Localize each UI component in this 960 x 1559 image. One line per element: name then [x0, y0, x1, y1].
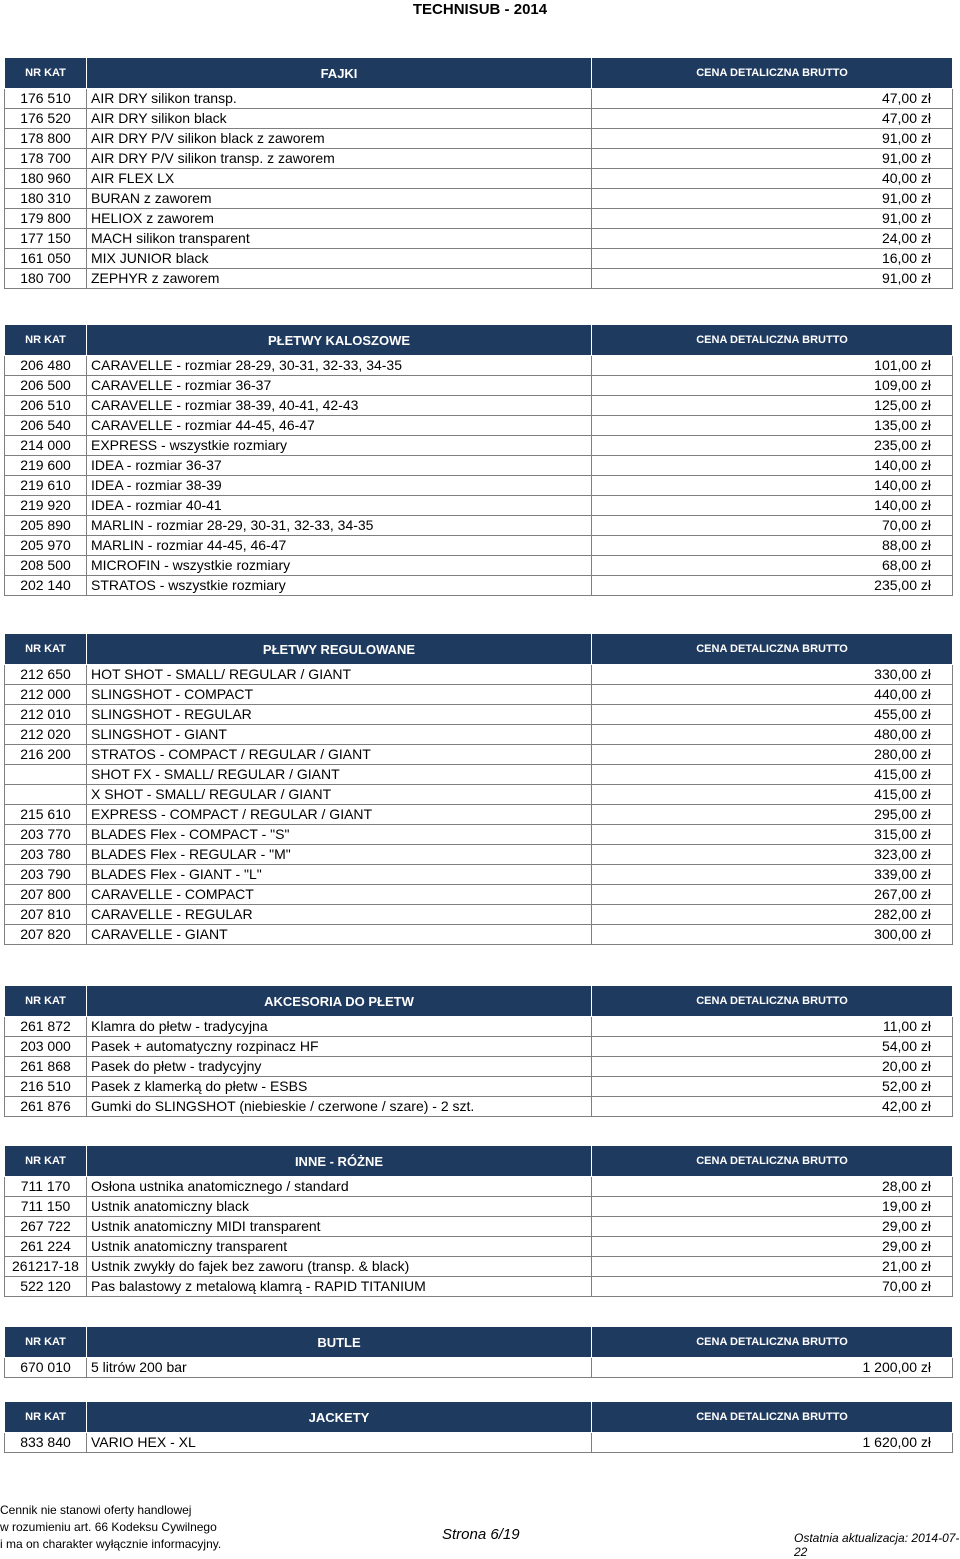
product-name: ZEPHYR z zaworem [87, 269, 592, 289]
page-number: Strona 6/19 [442, 1526, 520, 1543]
product-name: AIR DRY silikon transp. [87, 89, 592, 109]
product-price: 91,00 zł [592, 149, 953, 169]
product-price: 140,00 zł [592, 476, 953, 496]
product-name: Klamra do płetw - tradycyjna [87, 1017, 592, 1037]
price-section [4, 57, 952, 289]
product-price: 29,00 zł [592, 1237, 953, 1257]
table-row [5, 169, 953, 189]
catalog-number: 214 000 [5, 436, 87, 456]
table-header-row [5, 986, 953, 1017]
catalog-number: 205 890 [5, 516, 87, 536]
table-row [5, 925, 953, 945]
product-price: 280,00 zł [592, 745, 953, 765]
product-name: Ustnik anatomiczny MIDI transparent [87, 1217, 592, 1237]
catalog-number: 711 170 [5, 1177, 87, 1197]
column-header-nr-kat: NR KAT [5, 1146, 87, 1177]
product-name: Gumki do SLINGSHOT (niebieskie / czerwone / szare) - 2 szt. [87, 1097, 592, 1117]
catalog-number: 178 700 [5, 149, 87, 169]
price-section [4, 985, 952, 1117]
table-row [5, 189, 953, 209]
product-price: 70,00 zł [592, 1277, 953, 1297]
table-row [5, 396, 953, 416]
table-header-row [5, 58, 953, 89]
product-price: 16,00 zł [592, 249, 953, 269]
table-row [5, 456, 953, 476]
footer-disclaimer-line: Cennik nie stanowi oferty handlowej [0, 1503, 192, 1517]
product-name: Pasek + automatyczny rozpinacz HF [87, 1037, 592, 1057]
table-row [5, 785, 953, 805]
product-name: X SHOT - SMALL/ REGULAR / GIANT [87, 785, 592, 805]
product-name: HOT SHOT - SMALL/ REGULAR / GIANT [87, 665, 592, 685]
table-row [5, 1097, 953, 1117]
product-name: Ustnik anatomiczny black [87, 1197, 592, 1217]
product-price: 480,00 zł [592, 725, 953, 745]
catalog-number: 208 500 [5, 556, 87, 576]
table-row [5, 89, 953, 109]
product-price: 267,00 zł [592, 885, 953, 905]
price-table [4, 633, 953, 945]
product-name: AIR DRY silikon black [87, 109, 592, 129]
table-row [5, 249, 953, 269]
product-name: CARAVELLE - COMPACT [87, 885, 592, 905]
table-row [5, 356, 953, 376]
last-updated: Ostatnia aktualizacja: 2014-07-22 [794, 1531, 960, 1559]
product-price: 21,00 zł [592, 1257, 953, 1277]
product-price: 47,00 zł [592, 89, 953, 109]
catalog-number: 216 510 [5, 1077, 87, 1097]
table-row [5, 1237, 953, 1257]
table-row [5, 1017, 953, 1037]
catalog-number: 212 020 [5, 725, 87, 745]
product-price: 91,00 zł [592, 269, 953, 289]
product-name: CARAVELLE - rozmiar 44-45, 46-47 [87, 416, 592, 436]
table-header-row [5, 1146, 953, 1177]
product-price: 68,00 zł [592, 556, 953, 576]
product-price: 440,00 zł [592, 685, 953, 705]
catalog-number: 711 150 [5, 1197, 87, 1217]
table-row [5, 436, 953, 456]
table-row [5, 665, 953, 685]
section-title: PŁETWY KALOSZOWE [87, 325, 592, 356]
product-price: 40,00 zł [592, 169, 953, 189]
product-name: Ustnik anatomiczny transparent [87, 1237, 592, 1257]
product-name: Pas balastowy z metalową klamrą - RAPID TITANIUM [87, 1277, 592, 1297]
table-header-row [5, 1327, 953, 1358]
product-price: 125,00 zł [592, 396, 953, 416]
product-price: 91,00 zł [592, 189, 953, 209]
product-price: 52,00 zł [592, 1077, 953, 1097]
section-title: FAJKI [87, 58, 592, 89]
product-price: 415,00 zł [592, 785, 953, 805]
catalog-number: 261 876 [5, 1097, 87, 1117]
column-header-nr-kat: NR KAT [5, 325, 87, 356]
product-name: SLINGSHOT - COMPACT [87, 685, 592, 705]
table-row [5, 865, 953, 885]
table-row [5, 556, 953, 576]
product-name: Osłona ustnika anatomicznego / standard [87, 1177, 592, 1197]
product-name: Pasek do płetw - tradycyjny [87, 1057, 592, 1077]
product-price: 24,00 zł [592, 229, 953, 249]
table-row [5, 905, 953, 925]
catalog-number: 180 700 [5, 269, 87, 289]
product-name: EXPRESS - wszystkie rozmiary [87, 436, 592, 456]
column-header-nr-kat: NR KAT [5, 1327, 87, 1358]
product-price: 54,00 zł [592, 1037, 953, 1057]
table-row [5, 825, 953, 845]
product-name: HELIOX z zaworem [87, 209, 592, 229]
product-name: AIR DRY P/V silikon black z zaworem [87, 129, 592, 149]
catalog-number: 161 050 [5, 249, 87, 269]
column-header-price: CENA DETALICZNA BRUTTO [592, 325, 953, 356]
product-name: AIR DRY P/V silikon transp. z zaworem [87, 149, 592, 169]
product-name: CARAVELLE - REGULAR [87, 905, 592, 925]
product-name: AIR FLEX LX [87, 169, 592, 189]
product-price: 1 620,00 zł [592, 1433, 953, 1453]
section-title: BUTLE [87, 1327, 592, 1358]
table-row [5, 1177, 953, 1197]
product-name: IDEA - rozmiar 38-39 [87, 476, 592, 496]
product-name: BLADES Flex - GIANT - "L" [87, 865, 592, 885]
catalog-number: 180 960 [5, 169, 87, 189]
table-row [5, 496, 953, 516]
catalog-number: 219 920 [5, 496, 87, 516]
table-row [5, 376, 953, 396]
catalog-number: 203 780 [5, 845, 87, 865]
table-row [5, 1217, 953, 1237]
product-name: MICROFIN - wszystkie rozmiary [87, 556, 592, 576]
table-row [5, 885, 953, 905]
product-name: MARLIN - rozmiar 28-29, 30-31, 32-33, 34-35 [87, 516, 592, 536]
table-header-row [5, 1402, 953, 1433]
product-price: 101,00 zł [592, 356, 953, 376]
catalog-number: 178 800 [5, 129, 87, 149]
product-price: 70,00 zł [592, 516, 953, 536]
product-price: 20,00 zł [592, 1057, 953, 1077]
catalog-number: 216 200 [5, 745, 87, 765]
column-header-nr-kat: NR KAT [5, 1402, 87, 1433]
catalog-number: 206 500 [5, 376, 87, 396]
product-price: 11,00 zł [592, 1017, 953, 1037]
product-name: EXPRESS - COMPACT / REGULAR / GIANT [87, 805, 592, 825]
product-price: 140,00 zł [592, 496, 953, 516]
catalog-number [5, 785, 87, 805]
table-row [5, 536, 953, 556]
page-title: TECHNISUB - 2014 [412, 1, 548, 18]
table-row [5, 416, 953, 436]
catalog-number: 203 790 [5, 865, 87, 885]
column-header-nr-kat: NR KAT [5, 986, 87, 1017]
footer-disclaimer-line: w rozumieniu art. 66 Kodeksu Cywilnego [0, 1520, 217, 1534]
product-name: Pasek z klamerką do płetw - ESBS [87, 1077, 592, 1097]
product-price: 235,00 zł [592, 576, 953, 596]
product-price: 47,00 zł [592, 109, 953, 129]
product-price: 109,00 zł [592, 376, 953, 396]
table-row [5, 1077, 953, 1097]
table-row [5, 725, 953, 745]
product-name: SHOT FX - SMALL/ REGULAR / GIANT [87, 765, 592, 785]
catalog-number: 219 600 [5, 456, 87, 476]
table-row [5, 745, 953, 765]
table-row [5, 1433, 953, 1453]
product-price: 323,00 zł [592, 845, 953, 865]
catalog-number: 206 480 [5, 356, 87, 376]
product-price: 300,00 zł [592, 925, 953, 945]
catalog-number: 261 224 [5, 1237, 87, 1257]
table-row [5, 845, 953, 865]
table-row [5, 705, 953, 725]
product-price: 1 200,00 zł [592, 1358, 953, 1378]
catalog-number: 202 140 [5, 576, 87, 596]
column-header-nr-kat: NR KAT [5, 58, 87, 89]
catalog-number [5, 765, 87, 785]
product-name: CARAVELLE - rozmiar 36-37 [87, 376, 592, 396]
product-name: MACH silikon transparent [87, 229, 592, 249]
product-name: STRATOS - wszystkie rozmiary [87, 576, 592, 596]
table-row [5, 805, 953, 825]
catalog-number: 261 868 [5, 1057, 87, 1077]
table-row [5, 209, 953, 229]
section-title: AKCESORIA DO PŁETW [87, 986, 592, 1017]
product-name: IDEA - rozmiar 36-37 [87, 456, 592, 476]
price-section [4, 633, 952, 945]
table-row [5, 765, 953, 785]
product-price: 415,00 zł [592, 765, 953, 785]
product-price: 88,00 zł [592, 536, 953, 556]
catalog-number: 203 770 [5, 825, 87, 845]
price-section [4, 1401, 952, 1453]
product-price: 19,00 zł [592, 1197, 953, 1217]
table-row [5, 516, 953, 536]
section-title: PŁETWY REGULOWANE [87, 634, 592, 665]
catalog-number: 207 820 [5, 925, 87, 945]
column-header-price: CENA DETALICZNA BRUTTO [592, 1327, 953, 1358]
price-table [4, 1145, 953, 1297]
table-row [5, 576, 953, 596]
product-name: BLADES Flex - REGULAR - "M" [87, 845, 592, 865]
table-row [5, 1257, 953, 1277]
column-header-price: CENA DETALICZNA BRUTTO [592, 1146, 953, 1177]
price-table [4, 1326, 953, 1378]
catalog-number: 176 520 [5, 109, 87, 129]
column-header-price: CENA DETALICZNA BRUTTO [592, 1402, 953, 1433]
product-name: CARAVELLE - rozmiar 28-29, 30-31, 32-33, 34-35 [87, 356, 592, 376]
product-price: 28,00 zł [592, 1177, 953, 1197]
table-row [5, 269, 953, 289]
catalog-number: 207 800 [5, 885, 87, 905]
table-header-row [5, 325, 953, 356]
catalog-number: 261217-18 [5, 1257, 87, 1277]
table-row [5, 129, 953, 149]
column-header-price: CENA DETALICZNA BRUTTO [592, 634, 953, 665]
footer-disclaimer-line: i ma on charakter wyłącznie informacyjny. [0, 1537, 222, 1551]
product-name: SLINGSHOT - REGULAR [87, 705, 592, 725]
catalog-number: 179 800 [5, 209, 87, 229]
table-row [5, 476, 953, 496]
product-price: 315,00 zł [592, 825, 953, 845]
catalog-number: 212 000 [5, 685, 87, 705]
catalog-number: 522 120 [5, 1277, 87, 1297]
section-title: INNE - RÓŻNE [87, 1146, 592, 1177]
price-table [4, 985, 953, 1117]
catalog-number: 212 650 [5, 665, 87, 685]
product-name: BURAN z zaworem [87, 189, 592, 209]
table-row [5, 1358, 953, 1378]
product-name: BLADES Flex - COMPACT - "S" [87, 825, 592, 845]
product-name: VARIO HEX - XL [87, 1433, 592, 1453]
catalog-number: 212 010 [5, 705, 87, 725]
table-row [5, 109, 953, 129]
catalog-number: 206 540 [5, 416, 87, 436]
catalog-number: 207 810 [5, 905, 87, 925]
product-name: STRATOS - COMPACT / REGULAR / GIANT [87, 745, 592, 765]
price-section [4, 1145, 952, 1297]
table-row [5, 1277, 953, 1297]
product-price: 295,00 zł [592, 805, 953, 825]
table-row [5, 1037, 953, 1057]
product-price: 330,00 zł [592, 665, 953, 685]
price-section [4, 1326, 952, 1378]
catalog-number: 215 610 [5, 805, 87, 825]
product-price: 135,00 zł [592, 416, 953, 436]
catalog-number: 833 840 [5, 1433, 87, 1453]
product-price: 91,00 zł [592, 129, 953, 149]
catalog-number: 219 610 [5, 476, 87, 496]
catalog-number: 180 310 [5, 189, 87, 209]
column-header-price: CENA DETALICZNA BRUTTO [592, 58, 953, 89]
table-row [5, 1057, 953, 1077]
product-name: SLINGSHOT - GIANT [87, 725, 592, 745]
product-price: 91,00 zł [592, 209, 953, 229]
catalog-number: 203 000 [5, 1037, 87, 1057]
product-price: 282,00 zł [592, 905, 953, 925]
product-price: 235,00 zł [592, 436, 953, 456]
column-header-nr-kat: NR KAT [5, 634, 87, 665]
table-row [5, 685, 953, 705]
price-table [4, 57, 953, 289]
table-row [5, 149, 953, 169]
catalog-number: 205 970 [5, 536, 87, 556]
product-name: IDEA - rozmiar 40-41 [87, 496, 592, 516]
column-header-price: CENA DETALICZNA BRUTTO [592, 986, 953, 1017]
product-price: 339,00 zł [592, 865, 953, 885]
table-row [5, 1197, 953, 1217]
catalog-number: 206 510 [5, 396, 87, 416]
price-table [4, 324, 953, 596]
product-price: 140,00 zł [592, 456, 953, 476]
product-price: 42,00 zł [592, 1097, 953, 1117]
price-table [4, 1401, 953, 1453]
product-name: MIX JUNIOR black [87, 249, 592, 269]
section-title: JACKETY [87, 1402, 592, 1433]
catalog-number: 670 010 [5, 1358, 87, 1378]
table-row [5, 229, 953, 249]
catalog-number: 267 722 [5, 1217, 87, 1237]
product-name: MARLIN - rozmiar 44-45, 46-47 [87, 536, 592, 556]
product-name: CARAVELLE - rozmiar 38-39, 40-41, 42-43 [87, 396, 592, 416]
catalog-number: 261 872 [5, 1017, 87, 1037]
catalog-number: 176 510 [5, 89, 87, 109]
price-section [4, 324, 952, 596]
product-name: Ustnik zwykły do fajek bez zaworu (transp. & black) [87, 1257, 592, 1277]
catalog-number: 177 150 [5, 229, 87, 249]
product-name: 5 litrów 200 bar [87, 1358, 592, 1378]
product-price: 29,00 zł [592, 1217, 953, 1237]
table-header-row [5, 634, 953, 665]
footer-disclaimer [0, 1502, 221, 1553]
product-price: 455,00 zł [592, 705, 953, 725]
product-name: CARAVELLE - GIANT [87, 925, 592, 945]
